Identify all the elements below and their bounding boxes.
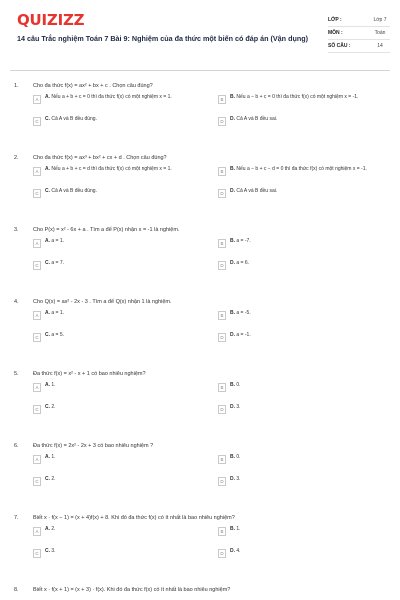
option-letter-box: A bbox=[33, 239, 41, 248]
option-text bbox=[230, 382, 241, 389]
answer-option-b[interactable] bbox=[218, 166, 390, 176]
option-body: Cả A và B đều đúng. bbox=[51, 188, 97, 194]
question-5 bbox=[0, 366, 400, 426]
header-divider bbox=[10, 70, 390, 71]
option-key: C. bbox=[45, 404, 50, 410]
answer-option-a[interactable] bbox=[33, 94, 211, 104]
answer-option-d[interactable] bbox=[218, 188, 390, 198]
answer-option-a[interactable] bbox=[33, 166, 211, 176]
option-text bbox=[45, 476, 56, 483]
answer-option-d[interactable] bbox=[218, 260, 390, 270]
option-body: 2. bbox=[51, 404, 56, 410]
option-row bbox=[0, 260, 400, 282]
option-text bbox=[230, 166, 367, 173]
option-letter-box: D bbox=[218, 261, 226, 270]
option-letter-box: B bbox=[218, 239, 226, 248]
option-letter-box: D bbox=[218, 189, 226, 198]
option-body: 4. bbox=[236, 548, 241, 554]
option-letter-box: B bbox=[218, 311, 226, 320]
header bbox=[0, 0, 400, 62]
option-letter-box: C bbox=[33, 117, 41, 126]
answer-option-a[interactable] bbox=[33, 454, 211, 464]
answer-option-c[interactable] bbox=[33, 260, 211, 270]
meta-row-mon bbox=[328, 27, 390, 40]
answer-option-c[interactable] bbox=[33, 116, 211, 126]
option-text bbox=[230, 188, 277, 195]
question-4 bbox=[0, 294, 400, 354]
option-key: A. bbox=[45, 94, 50, 100]
option-key: B. bbox=[230, 94, 235, 100]
option-key: A. bbox=[45, 382, 50, 388]
question-number: 8. bbox=[14, 587, 19, 593]
question-number: 1. bbox=[14, 83, 19, 89]
option-text bbox=[230, 526, 241, 533]
answer-option-d[interactable] bbox=[218, 116, 390, 126]
answer-option-c[interactable] bbox=[33, 548, 211, 558]
option-letter-box: B bbox=[218, 95, 226, 104]
option-body: 1. bbox=[51, 454, 56, 460]
answer-options bbox=[0, 166, 400, 210]
question-stem bbox=[0, 438, 400, 454]
option-key: C. bbox=[45, 188, 50, 194]
option-letter-box: C bbox=[33, 477, 41, 486]
option-letter-box: B bbox=[218, 455, 226, 464]
option-key: D. bbox=[230, 404, 235, 410]
meta-label: SỐ CÂU : bbox=[328, 43, 351, 49]
question-8 bbox=[0, 582, 400, 598]
option-letter-box: A bbox=[33, 167, 41, 176]
answer-option-a[interactable] bbox=[33, 382, 211, 392]
option-key: D. bbox=[230, 116, 235, 122]
option-letter-box: C bbox=[33, 405, 41, 414]
option-key: D. bbox=[230, 332, 235, 338]
option-body: Nếu a − b + c − d = 0 thì đa thức f(x) có một nghiệm x = -1. bbox=[236, 166, 367, 172]
option-text bbox=[45, 238, 64, 245]
option-text bbox=[45, 260, 64, 267]
option-row bbox=[0, 94, 400, 116]
option-text bbox=[230, 260, 249, 267]
option-text bbox=[45, 404, 56, 411]
option-body: a = -7. bbox=[236, 238, 251, 244]
option-row bbox=[0, 382, 400, 404]
option-letter-box: C bbox=[33, 261, 41, 270]
meta-table bbox=[328, 14, 390, 53]
option-row bbox=[0, 238, 400, 260]
question-text: Biết x · f(x + 1) = (x + 3) · f(x). Khi đó đa thức f(x) có ít nhất là bao nhiêu nghiệm? bbox=[33, 587, 231, 593]
question-text: Cho P(x) = x² - 6x + a . Tìm a để P(x) nhận x = -1 là nghiệm. bbox=[33, 227, 180, 233]
option-body: 1. bbox=[51, 382, 56, 388]
question-text: Cho đa thức f(x) = ax³ + bx² + cx + d . Chọn câu đúng? bbox=[33, 155, 167, 161]
answer-option-a[interactable] bbox=[33, 310, 211, 320]
option-letter-box: B bbox=[218, 167, 226, 176]
option-body: 3. bbox=[236, 476, 241, 482]
option-text bbox=[230, 476, 241, 483]
option-body: a = 7. bbox=[51, 260, 65, 266]
option-text bbox=[45, 94, 172, 101]
option-body: 2. bbox=[51, 526, 56, 532]
answer-option-c[interactable] bbox=[33, 404, 211, 414]
question-stem bbox=[0, 78, 400, 94]
question-number: 5. bbox=[14, 371, 19, 377]
option-letter-box: A bbox=[33, 383, 41, 392]
option-text bbox=[230, 548, 241, 555]
option-body: Nếu a + b + c = d thì đa thức f(x) có một nghiệm x = 1. bbox=[51, 166, 172, 172]
option-letter-box: C bbox=[33, 549, 41, 558]
option-key: C. bbox=[45, 548, 50, 554]
meta-value: Lớp 7 bbox=[373, 17, 387, 23]
option-body: Cả A và B đều sai. bbox=[236, 116, 278, 122]
option-key: A. bbox=[45, 526, 50, 532]
answer-option-b[interactable] bbox=[218, 238, 390, 248]
answer-option-d[interactable] bbox=[218, 476, 390, 486]
question-list bbox=[0, 78, 400, 598]
option-text bbox=[230, 404, 241, 411]
option-row bbox=[0, 548, 400, 570]
question-3 bbox=[0, 222, 400, 282]
answer-option-a[interactable] bbox=[33, 526, 211, 536]
option-row bbox=[0, 310, 400, 332]
answer-option-d[interactable] bbox=[218, 332, 390, 342]
option-body: 3. bbox=[236, 404, 241, 410]
quizizz-logo: QUIZIZZ bbox=[17, 11, 85, 29]
option-letter-box: D bbox=[218, 117, 226, 126]
option-key: D. bbox=[230, 476, 235, 482]
answer-options bbox=[0, 238, 400, 282]
option-row bbox=[0, 116, 400, 138]
question-6 bbox=[0, 438, 400, 498]
meta-value: 14 bbox=[377, 43, 383, 49]
option-text bbox=[230, 238, 251, 245]
option-letter-box: A bbox=[33, 311, 41, 320]
answer-option-d[interactable] bbox=[218, 548, 390, 558]
answer-option-c[interactable] bbox=[33, 188, 211, 198]
meta-row-socau bbox=[328, 40, 390, 53]
question-number: 6. bbox=[14, 443, 19, 449]
question-1 bbox=[0, 78, 400, 138]
question-stem bbox=[0, 222, 400, 238]
answer-options bbox=[0, 382, 400, 426]
answer-option-b[interactable] bbox=[218, 526, 390, 536]
question-number: 3. bbox=[14, 227, 19, 233]
question-text: Đa thức f(x) = 2x² - 2x + 3 có bao nhiêu nghiệm ? bbox=[33, 443, 154, 449]
option-key: A. bbox=[45, 238, 50, 244]
option-body: Cả A và B đều sai. bbox=[236, 188, 278, 194]
option-text bbox=[45, 188, 97, 195]
option-key: D. bbox=[230, 260, 235, 266]
option-body: a = 6. bbox=[236, 260, 250, 266]
option-key: B. bbox=[230, 526, 235, 532]
option-body: 2. bbox=[51, 476, 56, 482]
option-key: C. bbox=[45, 260, 50, 266]
option-letter-box: C bbox=[33, 189, 41, 198]
option-letter-box: A bbox=[33, 527, 41, 536]
option-body: a = -5. bbox=[236, 310, 251, 316]
option-body: a = -1. bbox=[236, 332, 251, 338]
option-letter-box: D bbox=[218, 333, 226, 342]
question-text: Cho Q(x) = ax² - 2x - 3 . Tìm a để Q(x) nhận 1 là nghiệm. bbox=[33, 299, 172, 305]
option-text bbox=[45, 166, 172, 173]
answer-option-a[interactable] bbox=[33, 238, 211, 248]
answer-option-b[interactable] bbox=[218, 310, 390, 320]
answer-options bbox=[0, 526, 400, 570]
option-body: a = 5. bbox=[51, 332, 65, 338]
option-row bbox=[0, 332, 400, 354]
meta-value: Toán bbox=[374, 30, 386, 36]
option-letter-box: A bbox=[33, 455, 41, 464]
option-letter-box: C bbox=[33, 333, 41, 342]
option-key: B. bbox=[230, 166, 235, 172]
answer-options bbox=[0, 454, 400, 498]
option-letter-box: D bbox=[218, 549, 226, 558]
option-text bbox=[230, 94, 358, 101]
answer-option-b[interactable] bbox=[218, 382, 390, 392]
option-body: a = 1. bbox=[51, 238, 65, 244]
option-body: a = 1. bbox=[51, 310, 65, 316]
option-letter-box: D bbox=[218, 477, 226, 486]
question-stem bbox=[0, 510, 400, 526]
question-number: 7. bbox=[14, 515, 19, 521]
meta-label: MÔN : bbox=[328, 30, 343, 36]
answer-options bbox=[0, 310, 400, 354]
option-key: A. bbox=[45, 454, 50, 460]
option-text bbox=[230, 116, 277, 123]
document-title: 14 câu Trắc nghiệm Toán 7 Bài 9: Nghiệm của đa thức một biến có đáp án (Vận dụng) bbox=[17, 34, 309, 43]
option-row bbox=[0, 454, 400, 476]
option-text bbox=[45, 310, 64, 317]
option-body: 1. bbox=[236, 526, 241, 532]
option-row bbox=[0, 526, 400, 548]
question-stem bbox=[0, 366, 400, 382]
option-body: 0. bbox=[236, 382, 241, 388]
option-text bbox=[45, 382, 56, 389]
option-text bbox=[230, 310, 251, 317]
question-text: Cho đa thức f(x) = ax² + bx + c . Chọn câu đúng? bbox=[33, 83, 153, 89]
option-body: 0. bbox=[236, 454, 241, 460]
question-number: 4. bbox=[14, 299, 19, 305]
option-letter-box: B bbox=[218, 383, 226, 392]
question-number: 2. bbox=[14, 155, 19, 161]
option-text bbox=[230, 454, 241, 461]
question-text: Biết x · f(x − 1) = (x + 4)f(x) + 8. Khi đó đa thức f(x) có ít nhất là bao nhiêu nghiệm? bbox=[33, 515, 235, 521]
option-text bbox=[45, 454, 56, 461]
option-row bbox=[0, 476, 400, 498]
answer-option-b[interactable] bbox=[218, 454, 390, 464]
option-key: C. bbox=[45, 332, 50, 338]
option-key: D. bbox=[230, 188, 235, 194]
option-key: B. bbox=[230, 454, 235, 460]
meta-label: LỚP : bbox=[328, 17, 342, 23]
question-stem bbox=[0, 150, 400, 166]
question-7 bbox=[0, 510, 400, 570]
question-text: Đa thức f(x) = x² - x + 1 có bao nhiêu nghiệm? bbox=[33, 371, 146, 377]
option-key: B. bbox=[230, 310, 235, 316]
option-text bbox=[230, 332, 251, 339]
meta-row-lop bbox=[328, 14, 390, 27]
answer-option-c[interactable] bbox=[33, 332, 211, 342]
option-key: A. bbox=[45, 310, 50, 316]
option-key: D. bbox=[230, 548, 235, 554]
option-key: B. bbox=[230, 382, 235, 388]
option-key: C. bbox=[45, 476, 50, 482]
option-text bbox=[45, 332, 64, 339]
option-letter-box: B bbox=[218, 527, 226, 536]
option-body: Cả A và B đều đúng. bbox=[51, 116, 97, 122]
option-text bbox=[45, 548, 56, 555]
option-body: Nếu a − b + c = 0 thì đa thức f(x) có một nghiệm x = -1. bbox=[236, 94, 359, 100]
option-body: Nếu a + b + c = 0 thì đa thức f(x) có một nghiệm x = 1. bbox=[51, 94, 172, 100]
answer-options bbox=[0, 94, 400, 138]
question-2 bbox=[0, 150, 400, 210]
answer-option-b[interactable] bbox=[218, 94, 390, 104]
option-text bbox=[45, 116, 97, 123]
option-key: B. bbox=[230, 238, 235, 244]
option-body: 3. bbox=[51, 548, 56, 554]
question-stem bbox=[0, 294, 400, 310]
option-text bbox=[45, 526, 56, 533]
answer-option-d[interactable] bbox=[218, 404, 390, 414]
option-key: A. bbox=[45, 166, 50, 172]
option-row bbox=[0, 188, 400, 210]
option-key: C. bbox=[45, 116, 50, 122]
option-letter-box: A bbox=[33, 95, 41, 104]
option-letter-box: D bbox=[218, 405, 226, 414]
answer-option-c[interactable] bbox=[33, 476, 211, 486]
option-row bbox=[0, 166, 400, 188]
option-row bbox=[0, 404, 400, 426]
question-stem bbox=[0, 582, 400, 598]
